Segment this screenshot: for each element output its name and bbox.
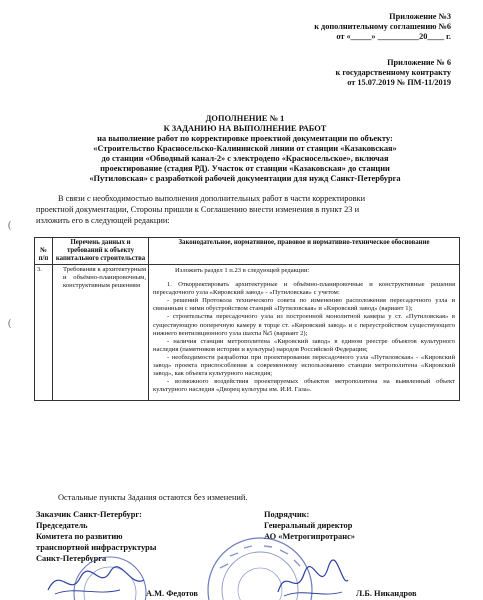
customer-signatory: А.М. Федотов xyxy=(146,589,198,598)
col-requirement-header: Перечень данных и требований к объекту капитального строительства xyxy=(53,238,149,265)
contractor-org: АО «Метрогипротранс» xyxy=(264,532,355,541)
customer-org-2: транспортной инфраструктуры xyxy=(36,543,157,552)
intro-line-3: изложить его в следующей редакции: xyxy=(36,216,170,225)
margin-mark: ( xyxy=(8,318,12,329)
col-number-header: № п/п xyxy=(35,238,53,265)
customer-org-3: Санкт-Петербурга xyxy=(36,554,107,563)
intro-paragraph xyxy=(36,193,464,226)
customer-party: Заказчик Санкт-Петербург: xyxy=(36,510,142,519)
appendix-header-2 xyxy=(191,58,451,89)
title-line-2: К ЗАДАНИЮ НА ВЫПОЛНЕНИЕ РАБОТ xyxy=(163,124,327,133)
customer-position: Председатель xyxy=(36,521,88,530)
contractor-signatory: Л.Б. Никандров xyxy=(356,589,417,598)
col-basis-header: Законодательное, нормативное, правовое и нормативно-техническое обоснование xyxy=(149,238,460,265)
contractor-position: Генеральный директор xyxy=(264,521,353,530)
customer-stamp xyxy=(70,545,150,600)
appendix-header-1 xyxy=(191,12,451,43)
row-item: - возможного воздействия проектируемых объектов метрополитена на выявленный объект культурного наследия «Дворец культуры им. И.И. Газа». xyxy=(153,378,455,394)
contract-reference: к государственному контракту xyxy=(335,68,451,78)
appendix-number: Приложение №3 xyxy=(389,12,451,21)
intro-line-1: В связи с необходимостью выполнения дополнительных работ в части корректировки xyxy=(58,194,366,203)
appendix-agreement: к дополнительному соглашению №6 xyxy=(314,22,451,32)
appendix-date: от «_____» __________20____ г. xyxy=(336,32,451,42)
row-item: - решений Протокола технического совета по изменению расположения пересадочного узла и связанным с ними обустройством станций «Путиловская» и «Кировский завод» (вариант 1); xyxy=(153,297,455,313)
row-item: 1. Откорректировать архитектурные и объёмно-планировочные и конструктивные решения пересадочного узла «Кировский завод» - «Путиловская» с учетом: xyxy=(153,281,455,297)
requirements-table xyxy=(34,237,460,401)
customer-org-1: Комитета по развитию xyxy=(36,532,123,541)
contract-appendix-number: Приложение № 6 xyxy=(387,58,451,67)
row-item: - строительства пересадочного узла из построенной монолитной камеры у ст. «Путиловская» в существующую поперечную камеру в торце ст. «Кировский завод» и с переустройством существующего нижнего вентиляционного узла шахты №5 (вариант 2); xyxy=(153,313,455,337)
row-item: - наличия станции метрополитена «Кировский завод» в едином реестре объектов культурного наследия (памятников истории и культуры) народов Российской Федерации; xyxy=(153,337,455,353)
contractor-signature xyxy=(272,558,352,600)
row-lead: Изложить раздел 1 п.23 в следующей редакции: xyxy=(175,267,310,274)
intro-line-2: проектной документации, Стороны пришли к Соглашению внести изменения в пункт 23 и xyxy=(36,205,360,214)
row-basis xyxy=(149,265,460,401)
contractor-party: Подрядчик: xyxy=(264,510,310,519)
row-item: - необходимости разработки при проектировании пересадочного узла «Путиловская» - «Кировский завод» проекта приспособления к современному использованию станции метрополитена «Кировский завод», как объекта культурного наследия; xyxy=(153,353,455,378)
contract-date: от 15.07.2019 № ПМ-11/2019 xyxy=(347,78,451,88)
title-line-7: «Путиловская» с разработкой рабочей документации для нужд Санкт-Петербурга xyxy=(89,174,401,183)
title-line-5: до станции «Обводный канал-2» с электродепо «Красносельское», включая xyxy=(101,154,389,163)
row-number: 3. xyxy=(35,265,53,401)
title-line-6: проектирование (стадия РД). Участок от станции «Казаковская» до станции xyxy=(100,164,390,173)
closing-line: Остальные пункты Задания остаются без изменений. xyxy=(58,493,248,502)
title-line-3: на выполнение работ по корректировке проектной документации по объекту: xyxy=(97,134,393,143)
table-row xyxy=(35,265,460,401)
row-requirement: Требования к архитектурным и объёмно-планировочным, конструктивным решениям xyxy=(53,265,149,401)
margin-mark: ( xyxy=(8,220,12,231)
title-line-4: «Строительство Красносельско-Калининской линии от станции «Казаковская» xyxy=(93,144,397,153)
document-title xyxy=(30,114,460,184)
table-header-row xyxy=(35,238,460,265)
title-line-1: ДОПОЛНЕНИЕ № 1 xyxy=(205,114,285,123)
